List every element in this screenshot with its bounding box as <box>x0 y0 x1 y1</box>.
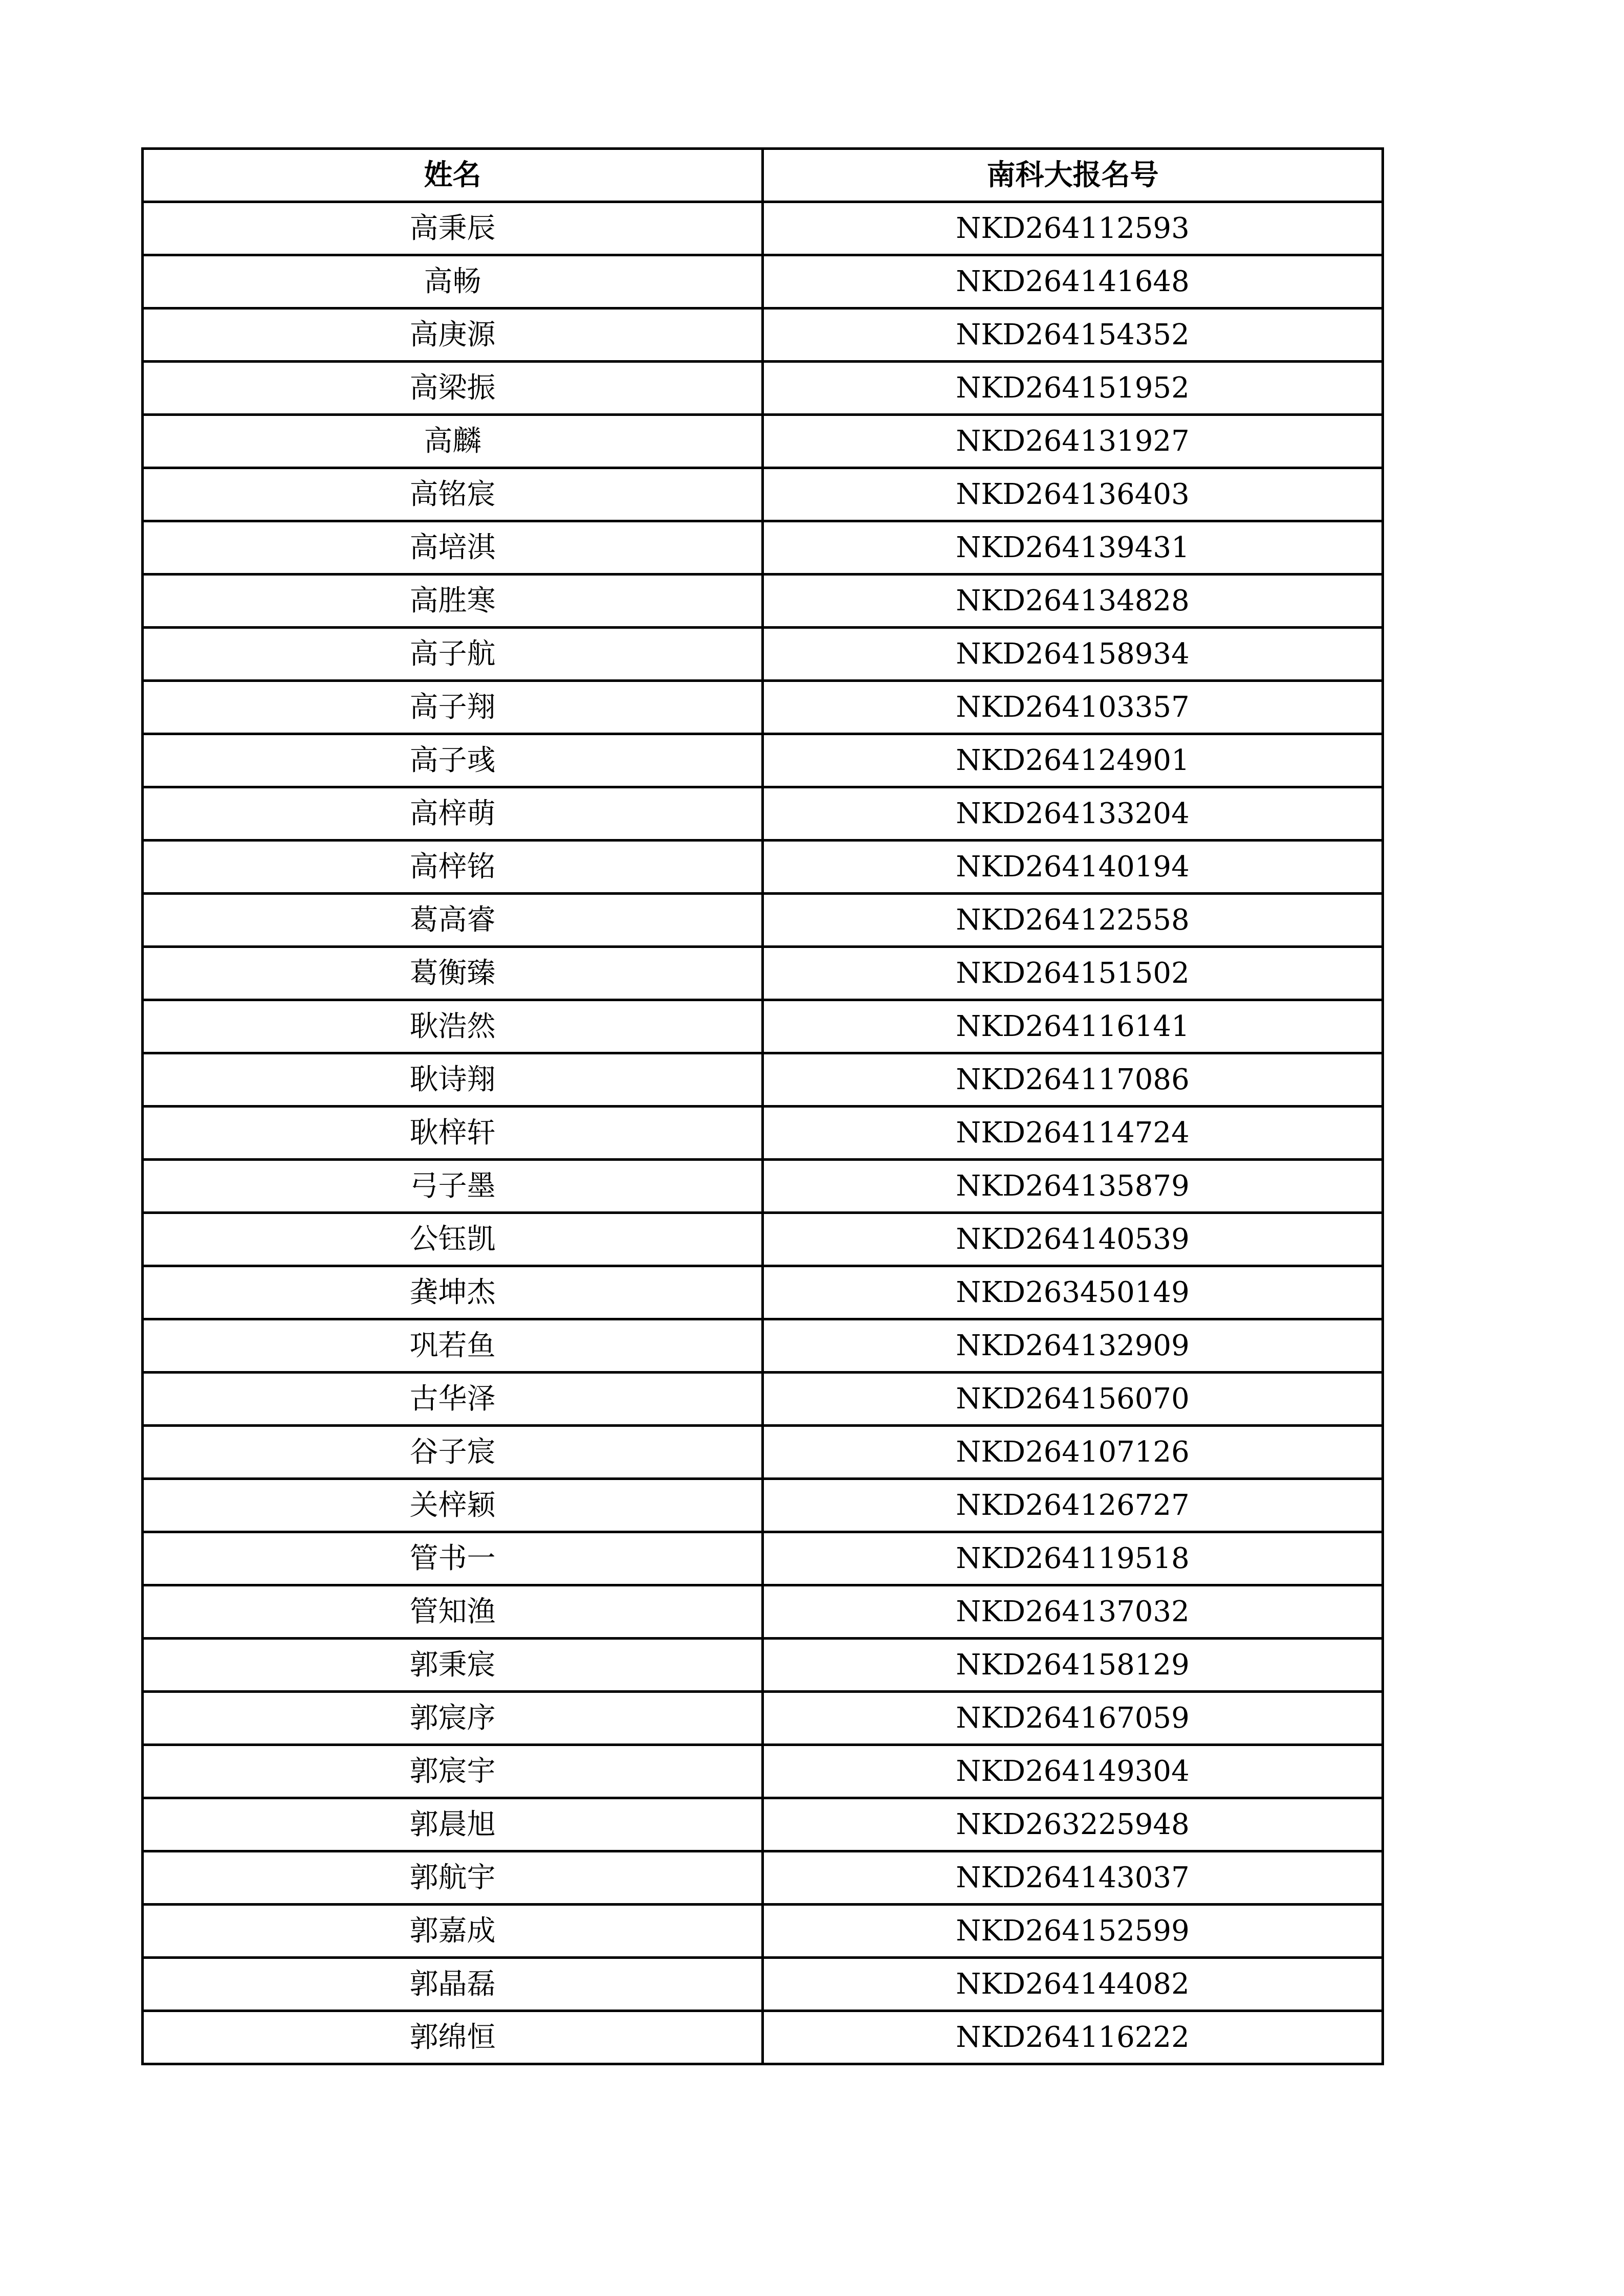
registration-number-cell: NKD264151502 <box>763 947 1383 1000</box>
registration-number-cell: NKD264131927 <box>763 415 1383 468</box>
registration-number-cell: NKD264152599 <box>763 1905 1383 1958</box>
registration-number-cell: NKD264141648 <box>763 255 1383 308</box>
registration-number-cell: NKD264136403 <box>763 468 1383 521</box>
registration-number-cell: NKD264143037 <box>763 1851 1383 1905</box>
student-name-cell: 耿梓轩 <box>143 1107 763 1160</box>
student-name-cell: 高畅 <box>143 255 763 308</box>
table-row <box>143 255 1383 308</box>
registration-number-cell: NKD264149304 <box>763 1745 1383 1798</box>
table-row <box>143 841 1383 894</box>
table-row <box>143 2011 1383 2064</box>
table-row <box>143 628 1383 681</box>
table-row <box>143 1692 1383 1745</box>
table-row <box>143 1905 1383 1958</box>
student-name-cell: 关梓颖 <box>143 1479 763 1532</box>
registration-number-cell: NKD264107126 <box>763 1426 1383 1479</box>
registration-number-cell: NKD264140539 <box>763 1213 1383 1266</box>
table-row <box>143 1373 1383 1426</box>
table-row <box>143 521 1383 575</box>
student-name-cell: 郭航宇 <box>143 1851 763 1905</box>
registration-number-cell: NKD264122558 <box>763 894 1383 947</box>
student-name-cell: 谷子宸 <box>143 1426 763 1479</box>
table-row <box>143 1479 1383 1532</box>
table-row <box>143 468 1383 521</box>
registration-number-cell: NKD264134828 <box>763 575 1383 628</box>
registration-number-cell: NKD264137032 <box>763 1585 1383 1639</box>
table-row <box>143 787 1383 841</box>
student-name-cell: 弓子墨 <box>143 1160 763 1213</box>
student-name-cell: 耿浩然 <box>143 1000 763 1053</box>
student-name-cell: 公钰凯 <box>143 1213 763 1266</box>
table-row <box>143 1160 1383 1213</box>
student-name-cell: 郭绵恒 <box>143 2011 763 2064</box>
registration-number-cell: NKD264133204 <box>763 787 1383 841</box>
table-row <box>143 1798 1383 1851</box>
table-row <box>143 415 1383 468</box>
student-name-cell: 郭晨旭 <box>143 1798 763 1851</box>
table-row <box>143 1532 1383 1585</box>
registration-number-cell: NKD263225948 <box>763 1798 1383 1851</box>
student-name-cell: 葛高睿 <box>143 894 763 947</box>
student-name-cell: 葛衡臻 <box>143 947 763 1000</box>
registration-number-cell: NKD264158129 <box>763 1639 1383 1692</box>
table-row <box>143 362 1383 415</box>
registration-number-cell: NKD264151952 <box>763 362 1383 415</box>
student-name-cell: 高梓铭 <box>143 841 763 894</box>
registration-number-cell: NKD264103357 <box>763 681 1383 734</box>
student-name-cell: 高子彧 <box>143 734 763 787</box>
student-name-cell: 古华泽 <box>143 1373 763 1426</box>
table-row <box>143 1000 1383 1053</box>
registration-number-cell: NKD264156070 <box>763 1373 1383 1426</box>
student-name-cell: 龚坤杰 <box>143 1266 763 1319</box>
student-name-cell: 高秉辰 <box>143 202 763 255</box>
student-name-cell: 管知渔 <box>143 1585 763 1639</box>
table-row <box>143 894 1383 947</box>
registration-number-cell: NKD264116141 <box>763 1000 1383 1053</box>
table-row <box>143 308 1383 362</box>
table-body <box>143 202 1383 2064</box>
registration-number-cell: NKD264139431 <box>763 521 1383 575</box>
table-row <box>143 1319 1383 1373</box>
student-name-cell: 高梁振 <box>143 362 763 415</box>
table-row <box>143 1745 1383 1798</box>
student-name-cell: 郭秉宸 <box>143 1639 763 1692</box>
table-row <box>143 1639 1383 1692</box>
table-row <box>143 1851 1383 1905</box>
table-row <box>143 1585 1383 1639</box>
registration-number-cell: NKD264112593 <box>763 202 1383 255</box>
registration-number-cell: NKD264126727 <box>763 1479 1383 1532</box>
registration-number-cell: NKD264140194 <box>763 841 1383 894</box>
column-header-name: 姓名 <box>143 149 763 202</box>
registration-number-cell: NKD264132909 <box>763 1319 1383 1373</box>
registration-number-cell: NKD264114724 <box>763 1107 1383 1160</box>
registration-number-cell: NKD264135879 <box>763 1160 1383 1213</box>
student-name-cell: 高胜寒 <box>143 575 763 628</box>
registration-number-cell: NKD264124901 <box>763 734 1383 787</box>
student-name-cell: 高铭宸 <box>143 468 763 521</box>
student-name-cell: 郭宸宇 <box>143 1745 763 1798</box>
table-row <box>143 681 1383 734</box>
table-row <box>143 947 1383 1000</box>
student-name-cell: 高麟 <box>143 415 763 468</box>
student-name-cell: 管书一 <box>143 1532 763 1585</box>
student-name-cell: 耿诗翔 <box>143 1053 763 1107</box>
table-row <box>143 734 1383 787</box>
student-name-cell: 郭宸序 <box>143 1692 763 1745</box>
registration-number-cell: NKD264167059 <box>763 1692 1383 1745</box>
table-row <box>143 1107 1383 1160</box>
table-row <box>143 1053 1383 1107</box>
student-name-cell: 高子航 <box>143 628 763 681</box>
registration-table <box>141 147 1384 2065</box>
student-name-cell: 高培淇 <box>143 521 763 575</box>
table-row <box>143 202 1383 255</box>
registration-number-cell: NKD264117086 <box>763 1053 1383 1107</box>
student-name-cell: 郭嘉成 <box>143 1905 763 1958</box>
registration-number-cell: NKD264158934 <box>763 628 1383 681</box>
student-name-cell: 巩若鱼 <box>143 1319 763 1373</box>
registration-number-cell: NKD264116222 <box>763 2011 1383 2064</box>
student-name-cell: 高梓萌 <box>143 787 763 841</box>
student-name-cell: 高庚源 <box>143 308 763 362</box>
table-row <box>143 575 1383 628</box>
registration-number-cell: NKD264119518 <box>763 1532 1383 1585</box>
student-name-cell: 高子翔 <box>143 681 763 734</box>
table-row <box>143 1266 1383 1319</box>
column-header-registration-number: 南科大报名号 <box>763 149 1383 202</box>
registration-number-cell: NKD264154352 <box>763 308 1383 362</box>
table-row <box>143 1426 1383 1479</box>
table-row <box>143 1213 1383 1266</box>
registration-number-cell: NKD264144082 <box>763 1958 1383 2011</box>
table-row <box>143 1958 1383 2011</box>
student-name-cell: 郭晶磊 <box>143 1958 763 2011</box>
header-row <box>143 149 1383 202</box>
registration-number-cell: NKD263450149 <box>763 1266 1383 1319</box>
